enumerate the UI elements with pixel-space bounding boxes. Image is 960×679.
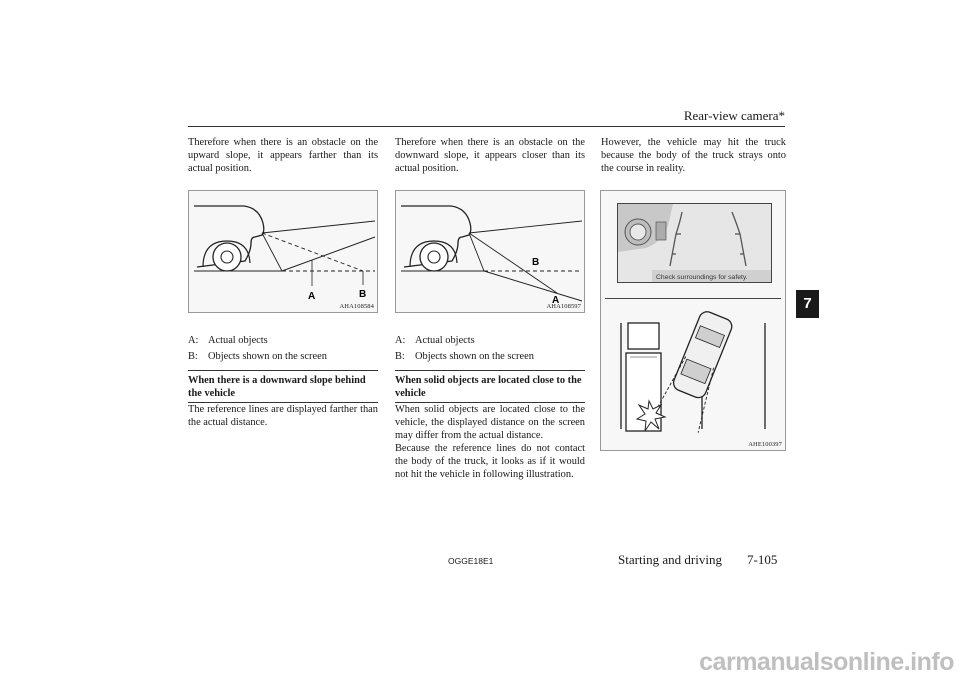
legend-item-b [395, 350, 534, 363]
legend-text: Objects shown on the screen [208, 351, 327, 362]
legend-text: Actual objects [208, 335, 268, 346]
column3-paragraph: However, the vehicle may hit the truck because the body of the truck strays onto the course in reality. [601, 137, 786, 175]
column2-body-2: Because the reference lines do not contact the body of the truck, it looks as if it would not hit the vehicle in following illustration. [395, 443, 585, 481]
downhill-slope-figure [395, 190, 585, 313]
column1-body: The reference lines are displayed farther than the actual distance. [188, 404, 378, 429]
chapter-tab: 7 [796, 290, 819, 318]
figure-code: AHA108597 [546, 303, 581, 310]
legend-item-a [395, 334, 475, 347]
column1-paragraph: Therefore when there is an obstacle on the upward slope, it appears farther than its actual position. [188, 137, 378, 175]
column2-paragraph: Therefore when there is an obstacle on the downward slope, it appears closer than its actual position. [395, 137, 585, 175]
running-header-title: Rear-view camera* [683, 108, 785, 123]
camera-screen [617, 203, 772, 283]
section-heading-downward-slope: When there is a downward slope behind the vehicle [188, 370, 378, 403]
legend-item-a [188, 334, 268, 347]
legend-key: A: [395, 335, 406, 346]
legend-item-b [188, 350, 327, 363]
document-code: OGGE18E1 [448, 556, 494, 566]
legend-key: B: [395, 351, 405, 362]
camera-screen-view [618, 204, 771, 282]
footer-section-title: Starting and driving [618, 552, 722, 567]
screen-message: Check surroundings for safety. [656, 274, 748, 281]
label-a: A [308, 291, 316, 302]
legend-key: A: [188, 335, 199, 346]
uphill-slope-figure [188, 190, 378, 313]
figure-divider [605, 298, 781, 299]
header-rule [188, 126, 785, 127]
column2-body-1: When solid objects are located close to the vehicle, the displayed distance on the screen may differ from the actual distance. [395, 404, 585, 442]
legend-text: Objects shown on the screen [415, 351, 534, 362]
overhead-parking-scene [601, 301, 785, 441]
label-b: B [359, 289, 367, 300]
downhill-slope-illustration [396, 191, 584, 312]
label-a: A [552, 295, 560, 306]
uphill-slope-illustration [189, 191, 377, 312]
legend-key: B: [188, 351, 198, 362]
label-b: B [532, 257, 540, 268]
section-heading-solid-objects: When solid objects are located close to the vehicle [395, 370, 585, 403]
page-number: 7-105 [747, 552, 778, 567]
legend-text: Actual objects [415, 335, 475, 346]
figure-code: AHE100397 [748, 441, 782, 448]
truck-collision-figure [600, 190, 786, 451]
watermark-logo: carmanualsonline.info [699, 648, 954, 676]
figure-code: AHA108584 [339, 303, 374, 310]
